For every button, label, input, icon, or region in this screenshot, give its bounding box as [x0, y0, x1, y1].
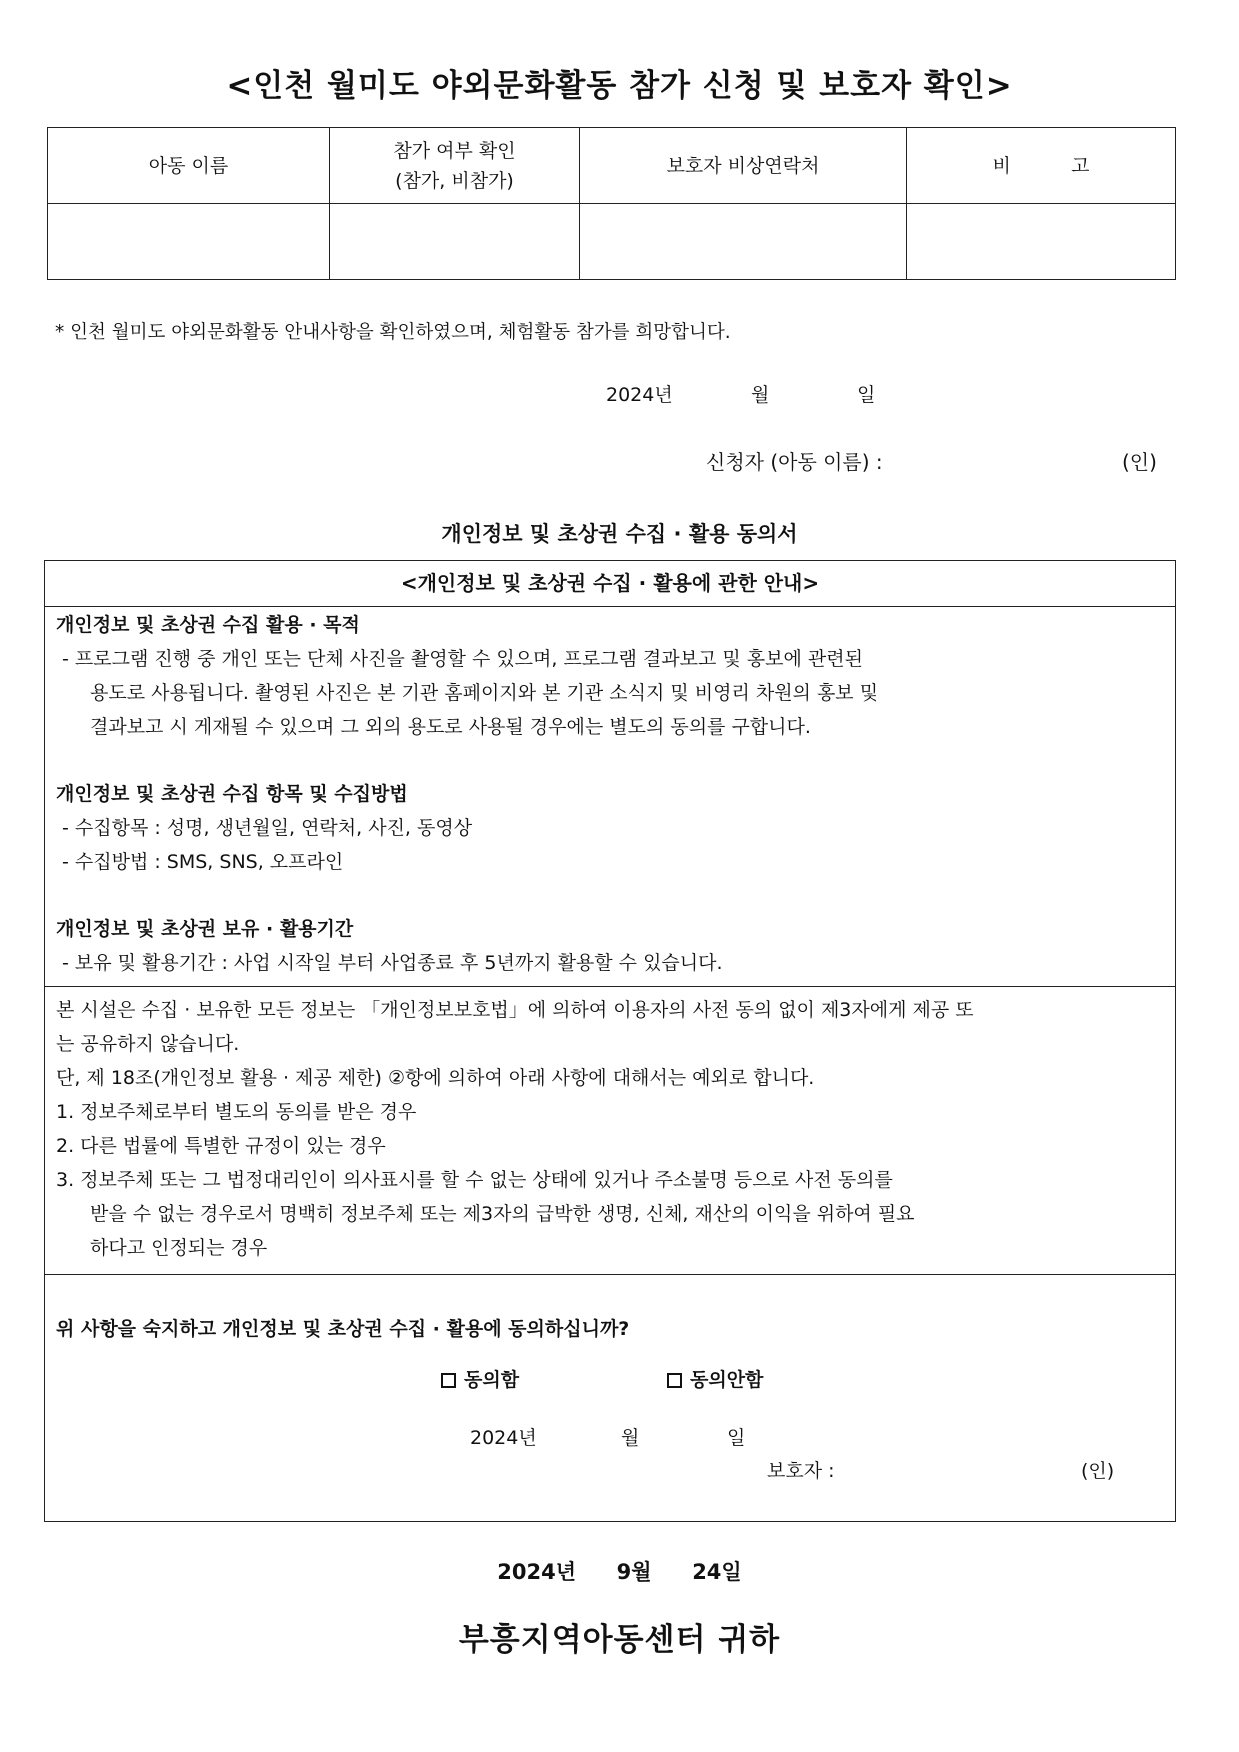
- guardian-seal: (인): [1081, 1460, 1115, 1482]
- final-date-month: 9월: [616, 1560, 652, 1584]
- applicant-seal: (인): [1122, 450, 1157, 474]
- period-heading: 개인정보 및 초상권 보유 · 활용기간: [56, 918, 354, 940]
- divider: [45, 1274, 1175, 1275]
- final-date: [0, 1556, 1239, 1586]
- agree-option[interactable]: [441, 1365, 519, 1392]
- confirmation-note: * 인천 월미도 야외문화활동 안내사항을 확인하였으며, 체험활동 참가를 희망합니다.: [55, 322, 731, 343]
- header-remarks: [907, 128, 1176, 204]
- participation-cell[interactable]: [330, 204, 580, 280]
- application-table: [47, 127, 1176, 280]
- remarks-cell[interactable]: [907, 204, 1176, 280]
- final-date-year: 2024년: [497, 1560, 577, 1584]
- guide-header: <개인정보 및 초상권 수집 · 활용에 관한 안내>: [45, 561, 1175, 607]
- policy-section: [56, 993, 1164, 1265]
- header-guardian-contact: 보호자 비상연락처: [580, 128, 907, 204]
- application-table-input-row: [48, 204, 1176, 280]
- header-child-name: 아동 이름: [48, 128, 330, 204]
- agreement-question: [56, 1313, 1164, 1346]
- apply-date-year: 2024년: [606, 384, 673, 406]
- header-participation-line2: (참가, 비참가): [395, 169, 514, 192]
- header-remarks-text: 비 고: [992, 154, 1090, 177]
- agree-label: 동의함: [464, 1369, 520, 1391]
- items-line: - 수집항목 : 성명, 생년월일, 연락처, 사진, 동영상: [62, 817, 473, 839]
- addressee: 부흥지역아동센터 귀하: [458, 1622, 781, 1658]
- disagree-label: 동의안함: [690, 1369, 764, 1391]
- applicant-label: 신청자 (아동 이름) :: [706, 450, 883, 474]
- disagree-option[interactable]: [667, 1365, 763, 1392]
- purpose-section: [56, 609, 1164, 744]
- divider: [45, 986, 1175, 987]
- checkbox-icon[interactable]: [667, 1373, 682, 1388]
- final-date-day: 24일: [692, 1560, 742, 1584]
- policy-item: 2. 다른 법률에 특별한 규정이 있는 경우: [56, 1135, 386, 1157]
- agreement-date-year: 2024년: [470, 1427, 537, 1449]
- items-heading: 개인정보 및 초상권 수집 항목 및 수집방법: [56, 783, 408, 805]
- policy-line: 본 시설은 수집 · 보유한 모든 정보는 「개인정보보호법」에 의하여 이용자의 사전 동의 없이 제3자에게 제공 또: [56, 999, 974, 1021]
- header-participation: [330, 128, 580, 204]
- period-section: [56, 913, 1164, 980]
- guardian-label: 보호자 :: [767, 1460, 835, 1482]
- policy-item: 3. 정보주체 또는 그 법정대리인이 의사표시를 할 수 없는 상태에 있거나 주소불명 등으로 사전 동의를: [56, 1169, 893, 1191]
- agreement-question-text: 위 사항을 숙지하고 개인정보 및 초상권 수집 · 활용에 동의하십니까?: [56, 1318, 630, 1340]
- policy-line: 는 공유하지 않습니다.: [56, 1033, 240, 1055]
- policy-item: 1. 정보주체로부터 별도의 동의를 받은 경우: [56, 1101, 417, 1123]
- header-participation-line1: 참가 여부 확인: [393, 139, 516, 162]
- items-line: - 수집방법 : SMS, SNS, 오프라인: [62, 851, 344, 873]
- apply-date-month: 월: [751, 384, 770, 406]
- purpose-heading: 개인정보 및 초상권 수집 활용 · 목적: [56, 614, 360, 636]
- policy-item: 받을 수 없는 경우로서 명백히 정보주체 또는 제3자의 급박한 생명, 신체, 재산의 이익을 위하여 필요: [90, 1203, 915, 1225]
- purpose-line: 용도로 사용됩니다. 촬영된 사진은 본 기관 홈페이지와 본 기관 소식지 및 비영리 차원의 홍보 및: [90, 682, 879, 704]
- agreement-date-day: 일: [727, 1427, 746, 1449]
- guardian-contact-cell[interactable]: [580, 204, 907, 280]
- agreement-date-month: 월: [621, 1427, 640, 1449]
- consent-box: [44, 560, 1176, 1522]
- items-section: [56, 778, 1164, 879]
- child-name-cell[interactable]: [48, 204, 330, 280]
- policy-item: 하다고 인정되는 경우: [90, 1237, 268, 1259]
- application-table-header-row: [48, 128, 1176, 204]
- checkbox-icon[interactable]: [441, 1373, 456, 1388]
- policy-line: 단, 제 18조(개인정보 활용 · 제공 제한) ②항에 의하여 아래 사항에 대해서는 예외로 합니다.: [56, 1067, 815, 1089]
- consent-title: 개인정보 및 초상권 수집 · 활용 동의서: [441, 522, 798, 546]
- purpose-line: - 프로그램 진행 중 개인 또는 단체 사진을 촬영할 수 있으며, 프로그램 결과보고 및 홍보에 관련된: [62, 648, 863, 670]
- page-title: <인천 월미도 야외문화활동 참가 신청 및 보호자 확인>: [226, 68, 1013, 104]
- purpose-line: 결과보고 시 게재될 수 있으며 그 외의 용도로 사용될 경우에는 별도의 동의를 구합니다.: [90, 716, 811, 738]
- apply-date-day: 일: [857, 384, 876, 406]
- period-line: - 보유 및 활용기간 : 사업 시작일 부터 사업종료 후 5년까지 활용할 수 있습니다.: [62, 952, 723, 974]
